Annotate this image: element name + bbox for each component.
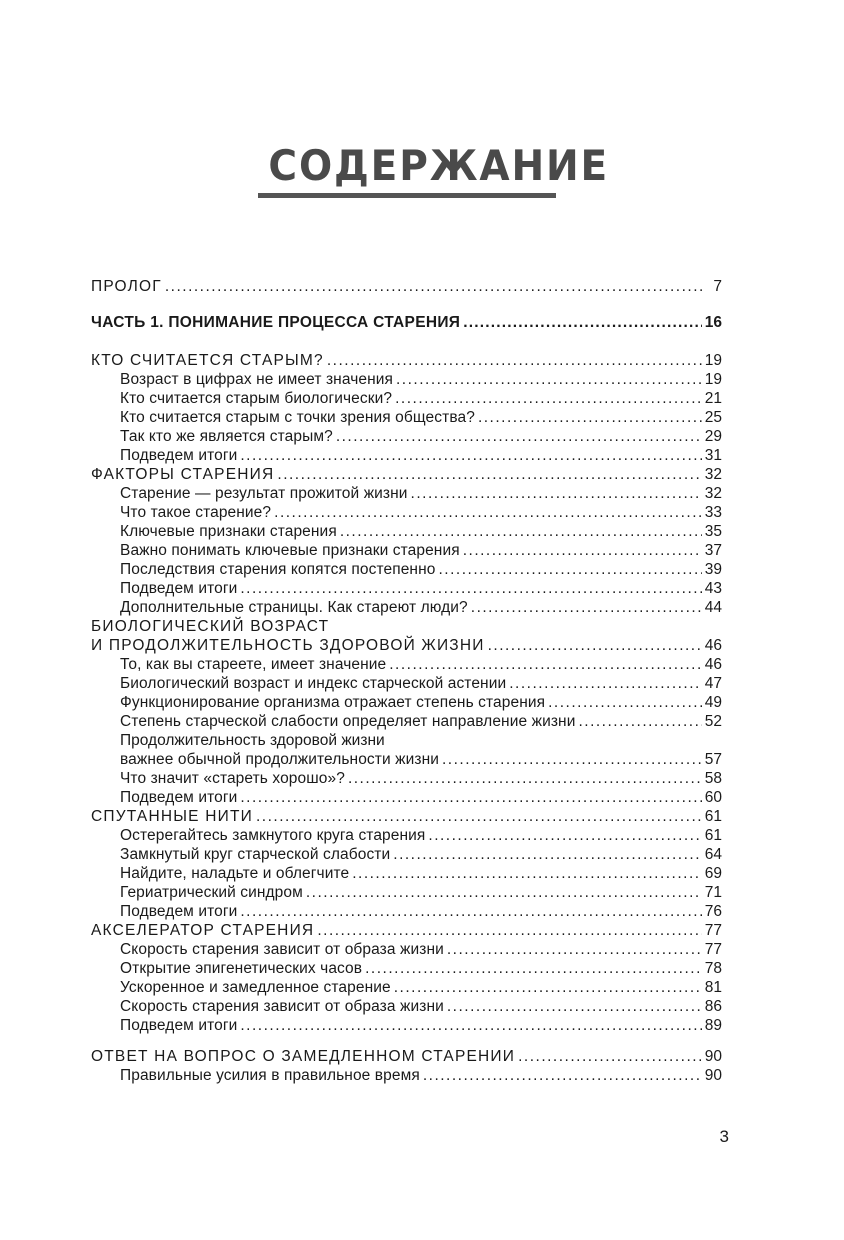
toc-page-number: 78	[704, 960, 722, 977]
toc-subentry[interactable]	[120, 883, 722, 903]
toc-entry-title: важнее обычной продолжительности жизни	[120, 751, 439, 768]
toc-page-number: 90	[704, 1067, 722, 1084]
toc-subentry[interactable]	[120, 712, 722, 732]
toc-page-number: 7	[713, 278, 722, 295]
dot-leader	[488, 636, 702, 656]
toc-chapter[interactable]	[91, 807, 722, 827]
toc-entry-title: Кто считается старым с точки зрения общества?	[120, 409, 475, 426]
toc-entry-title: Что такое старение?	[120, 504, 272, 521]
toc-subentry[interactable]	[120, 826, 722, 846]
toc-subentry[interactable]	[120, 978, 722, 998]
dot-leader	[277, 465, 701, 485]
dot-leader	[317, 921, 701, 941]
toc-entry-title: Кто считается старым биологически?	[120, 390, 393, 407]
toc-entry-title: Ускоренное и замедленное старение	[120, 979, 391, 996]
toc-subentry[interactable]	[120, 655, 722, 675]
toc-subentry-title-line1: Продолжительность здоровой жизни	[120, 732, 385, 749]
toc-subentry[interactable]	[120, 674, 722, 694]
dot-leader	[518, 1047, 702, 1067]
dot-leader	[336, 427, 702, 447]
toc-subentry[interactable]	[120, 1016, 722, 1036]
toc-subentry[interactable]	[120, 446, 722, 466]
dot-leader	[165, 277, 702, 297]
dot-leader	[578, 712, 701, 732]
page-title: СОДЕРЖАНИЕ	[268, 141, 610, 190]
toc-entry-title: Важно понимать ключевые признаки старения	[120, 542, 460, 559]
dot-leader	[306, 883, 702, 903]
toc-entry-title: Скорость старения зависит от образа жизни	[120, 941, 444, 958]
toc-page-number: 89	[704, 1017, 722, 1034]
toc-page-number: 49	[704, 694, 722, 711]
toc-subentry[interactable]	[120, 427, 722, 447]
toc-chapter[interactable]	[91, 351, 722, 371]
toc-entry-title: Правильные усилия в правильное время	[120, 1067, 420, 1084]
toc-subentry[interactable]	[120, 484, 722, 504]
toc-entry-title: Старение — результат прожитой жизни	[120, 485, 408, 502]
dot-leader	[509, 674, 702, 694]
toc-chapter[interactable]	[91, 636, 722, 656]
toc-entry-title: ОТВЕТ НА ВОПРОС О ЗАМЕДЛЕННОМ СТАРЕНИИ	[91, 1048, 516, 1065]
toc-entry-title: Скорость старения зависит от образа жизни	[120, 998, 444, 1015]
dot-leader	[411, 484, 702, 504]
toc-entry-title: Ключевые признаки старения	[120, 523, 337, 540]
dot-leader	[240, 1016, 701, 1036]
toc-entry-title: ФАКТОРЫ СТАРЕНИЯ	[91, 466, 275, 483]
toc-subentry[interactable]	[120, 1066, 722, 1086]
toc-page-number: 52	[704, 713, 722, 730]
toc-subentry[interactable]	[120, 408, 722, 428]
toc-page-number: 37	[704, 542, 722, 559]
dot-leader	[348, 769, 702, 789]
dot-leader	[240, 788, 701, 808]
toc-chapter-title-line1: БИОЛОГИЧЕСКИЙ ВОЗРАСТ	[91, 618, 330, 635]
dot-leader	[463, 541, 702, 561]
toc-subentry[interactable]	[120, 522, 722, 542]
toc-entry-title: Что значит «стареть хорошо»?	[120, 770, 345, 787]
toc-page-number: 44	[704, 599, 722, 616]
toc-subentry[interactable]	[120, 598, 722, 618]
dot-leader	[548, 693, 702, 713]
toc-entry-title: Гериатрический синдром	[120, 884, 303, 901]
toc-subentry[interactable]	[120, 788, 722, 808]
toc-entry-title: Так кто же является старым?	[120, 428, 333, 445]
dot-leader	[365, 959, 702, 979]
toc-page-number: 61	[704, 808, 722, 825]
toc-page-number: 16	[704, 314, 722, 331]
dot-leader	[423, 1066, 702, 1086]
toc-page-number: 61	[704, 827, 722, 844]
toc-subentry[interactable]	[120, 389, 722, 409]
toc-subentry[interactable]	[120, 579, 722, 599]
toc-page-number: 64	[704, 846, 722, 863]
dot-leader	[396, 370, 702, 390]
dot-leader	[394, 978, 702, 998]
toc-page-number: 47	[704, 675, 722, 692]
toc-page-number: 60	[704, 789, 722, 806]
toc-entry-title: Остерегайтесь замкнутого круга старения	[120, 827, 426, 844]
dot-leader	[395, 389, 702, 409]
toc-subentry[interactable]	[120, 997, 722, 1017]
toc-page-number: 19	[704, 352, 722, 369]
toc-page-number: 46	[704, 656, 722, 673]
toc-part-heading[interactable]	[91, 313, 722, 333]
toc-page-number: 46	[704, 637, 722, 654]
toc-page-number: 32	[704, 485, 722, 502]
dot-leader	[256, 807, 702, 827]
toc-entry-title: Функционирование организма отражает степень старения	[120, 694, 546, 711]
toc-subentry[interactable]	[120, 750, 722, 770]
toc-page-number: 86	[704, 998, 722, 1015]
toc-entry-title: Подведем итоги	[120, 580, 238, 597]
dot-leader	[274, 503, 702, 523]
dot-leader	[447, 940, 702, 960]
toc-entry-title: Найдите, наладьте и облегчите	[120, 865, 350, 882]
title-underline	[258, 193, 556, 198]
toc-entry-title: Подведем итоги	[120, 447, 238, 464]
page-number: 3	[719, 1127, 729, 1146]
toc-page-number: 58	[704, 770, 722, 787]
toc-entry-title: Последствия старения копятся постепенно	[120, 561, 436, 578]
toc-subentry[interactable]	[120, 845, 722, 865]
toc-entry-title: Степень старческой слабости определяет направление жизни	[120, 713, 576, 730]
toc-entry-title: И ПРОДОЛЖИТЕЛЬНОСТЬ ЗДОРОВОЙ ЖИЗНИ	[91, 637, 485, 654]
toc-subentry[interactable]	[120, 541, 722, 561]
dot-leader	[393, 845, 701, 865]
toc-page-number: 33	[704, 504, 722, 521]
toc-page-number: 69	[704, 865, 722, 882]
toc-entry-title: КТО СЧИТАЕТСЯ СТАРЫМ?	[91, 352, 324, 369]
dot-leader	[442, 750, 702, 770]
toc-chapter[interactable]	[91, 921, 722, 941]
toc-page-number: 19	[704, 371, 722, 388]
dot-leader	[389, 655, 702, 675]
toc-entry-title: СПУТАННЫЕ НИТИ	[91, 808, 253, 825]
toc-entry-title: Биологический возраст и индекс старческой астении	[120, 675, 507, 692]
toc-page-number: 31	[704, 447, 722, 464]
dot-leader	[478, 408, 702, 428]
toc-page-number: 81	[704, 979, 722, 996]
dot-leader	[471, 598, 702, 618]
toc-entry-title: Открытие эпигенетических часов	[120, 960, 363, 977]
toc-page-number: 57	[704, 751, 722, 768]
toc-entry-title: Дополнительные страницы. Как стареют люди?	[120, 599, 468, 616]
dot-leader	[340, 522, 702, 542]
toc-subentry[interactable]	[120, 693, 722, 713]
toc-entry-title: АКСЕЛЕРАТОР СТАРЕНИЯ	[91, 922, 315, 939]
toc-subentry[interactable]	[120, 370, 722, 390]
dot-leader	[240, 579, 701, 599]
toc-page-number: 29	[704, 428, 722, 445]
toc-subentry[interactable]	[120, 769, 722, 789]
dot-leader	[240, 902, 701, 922]
dot-leader	[447, 997, 702, 1017]
toc-chapter[interactable]	[91, 1047, 722, 1067]
toc-page-number: 76	[704, 903, 722, 920]
dot-leader	[327, 351, 702, 371]
toc-page-number: 43	[704, 580, 722, 597]
toc-entry-title: Подведем итоги	[120, 903, 238, 920]
toc-entry-title: Подведем итоги	[120, 789, 238, 806]
dot-leader	[438, 560, 701, 580]
dot-leader	[463, 313, 702, 333]
toc-subentry[interactable]	[120, 503, 722, 523]
toc-page-number: 35	[704, 523, 722, 540]
toc-page-number: 90	[704, 1048, 722, 1065]
toc-page-number: 77	[704, 941, 722, 958]
toc-page-number: 77	[704, 922, 722, 939]
toc-page-number: 25	[704, 409, 722, 426]
toc-chapter[interactable]	[91, 277, 722, 297]
toc-subentry[interactable]	[120, 940, 722, 960]
dot-leader	[352, 864, 702, 884]
toc-entry-title: ПРОЛОГ	[91, 278, 162, 295]
toc-page-number: 39	[704, 561, 722, 578]
toc-entry-title: Возраст в цифрах не имеет значения	[120, 371, 393, 388]
toc-page-number: 71	[704, 884, 722, 901]
toc-page-number: 32	[704, 466, 722, 483]
toc-subentry[interactable]	[120, 959, 722, 979]
toc-entry-title: ЧАСТЬ 1. ПОНИМАНИЕ ПРОЦЕССА СТАРЕНИЯ	[91, 314, 461, 331]
toc-entry-title: То, как вы стареете, имеет значение	[120, 656, 387, 673]
toc-entry-title: Замкнутый круг старческой слабости	[120, 846, 391, 863]
toc-chapter[interactable]	[91, 465, 722, 485]
toc-subentry[interactable]	[120, 902, 722, 922]
toc-subentry[interactable]	[120, 864, 722, 884]
toc-subentry[interactable]	[120, 560, 722, 580]
toc-page-number: 21	[704, 390, 722, 407]
toc-entry-title: Подведем итоги	[120, 1017, 238, 1034]
dot-leader	[240, 446, 701, 466]
dot-leader	[428, 826, 701, 846]
